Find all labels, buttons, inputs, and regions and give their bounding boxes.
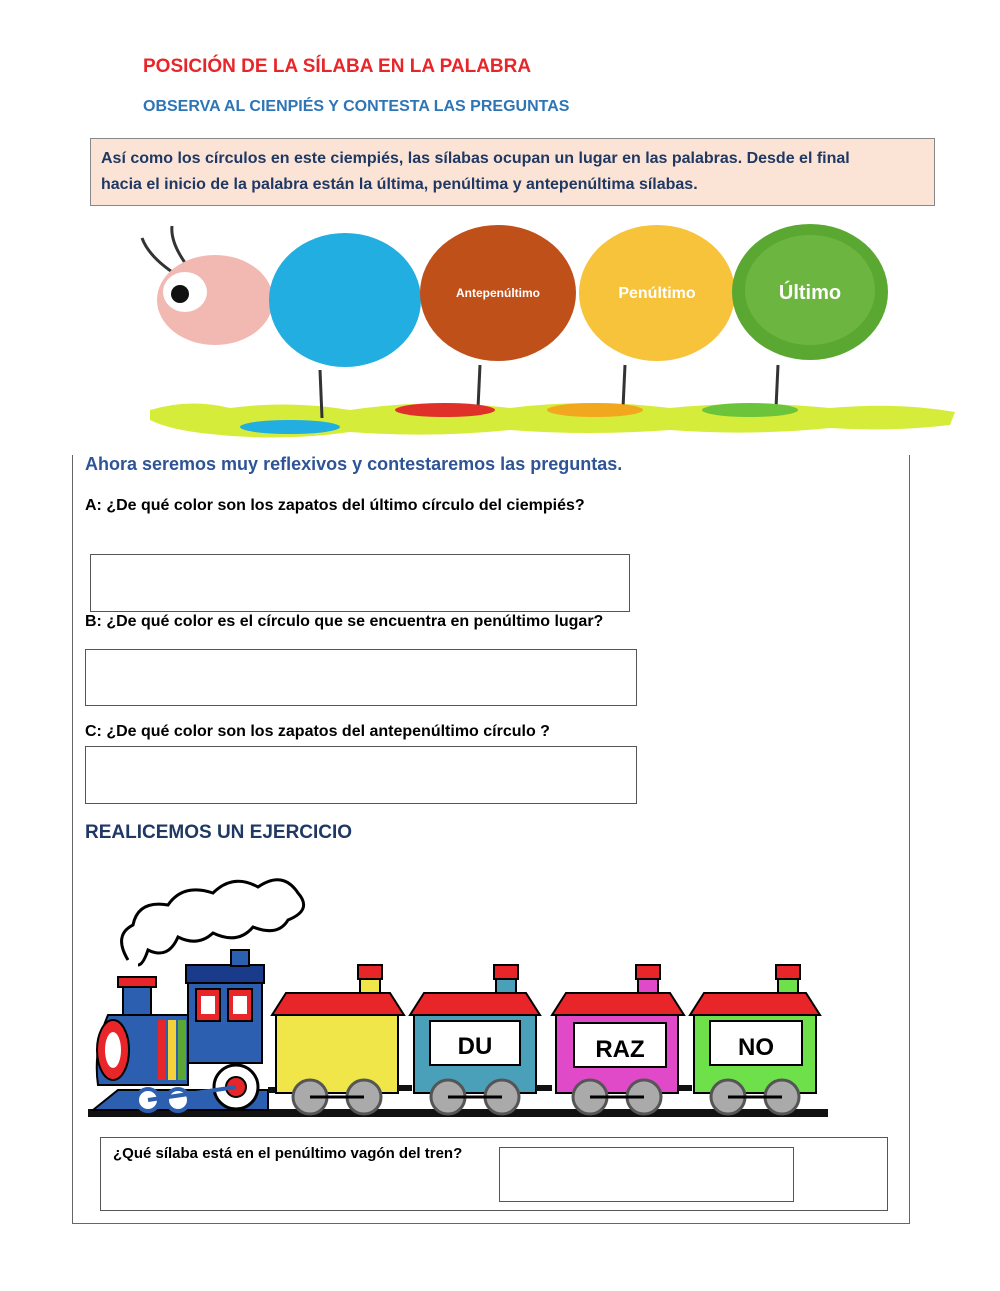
exercise-heading: REALICEMOS UN EJERCICIO (85, 822, 353, 843)
final-answer-input[interactable] (499, 1147, 794, 1202)
leg-1 (320, 370, 322, 418)
loco-cab-roof (186, 965, 264, 983)
loco-wheel-2 (167, 1089, 189, 1111)
caterpillar-illustration (130, 220, 960, 450)
leg-4 (776, 365, 778, 408)
page-subtitle: OBSERVA AL CIENPIÉS Y CONTESTA LAS PREGUNTAS (143, 98, 570, 115)
label-antepenultimo: Antepenúltimo (456, 286, 540, 300)
answer-b-input[interactable] (85, 649, 637, 706)
wagon-teal-roof (410, 993, 540, 1015)
question-b: B: ¿De qué color es el círculo que se encuentra en penúltimo lugar? (85, 613, 604, 630)
answer-a-input[interactable] (90, 554, 630, 612)
wagon-label-2: RAZ (595, 1036, 645, 1063)
question-a: A: ¿De qué color son los zapatos del último círculo del ciempiés? (85, 497, 585, 514)
wagon-yellow (276, 1015, 398, 1093)
shoe-orange (547, 403, 643, 417)
final-question: ¿Qué sílaba está en el penúltimo vagón del tren? (113, 1145, 463, 1162)
answer-c-input[interactable] (85, 746, 637, 804)
shoe-blue (240, 420, 340, 434)
intro-line-1: Así como los círculos en este ciempiés, las sílabas ocupan un lugar en las palabras. Desde el final (101, 150, 850, 167)
leg-2 (478, 365, 480, 408)
leg-3 (623, 365, 625, 408)
wagon-magenta-roof (552, 993, 684, 1015)
intro-line-2: hacia el inicio de la palabra están la última, penúltima y antepenúltima sílabas. (101, 176, 698, 193)
body-circle-1 (269, 233, 421, 367)
smoke-cloud (122, 880, 304, 965)
shoe-green (702, 403, 798, 417)
train-illustration (88, 865, 838, 1130)
page-title: POSICIÓN DE LA SÍLABA EN LA PALABRA (143, 56, 532, 77)
wagon-label-3: NO (738, 1034, 774, 1061)
wagon-green-roof (690, 993, 820, 1015)
intro-box (90, 138, 935, 206)
label-penultimo: Penúltimo (618, 285, 696, 302)
eye-pupil (171, 285, 189, 303)
question-c: C: ¿De qué color son los zapatos del antepenúltimo círculo ? (85, 723, 550, 740)
questions-heading: Ahora seremos muy reflexivos y contestaremos las preguntas. (85, 454, 623, 474)
wagon-yellow-roof (272, 993, 404, 1015)
label-ultimo: Último (778, 282, 842, 304)
wagon-label-1: DU (457, 1033, 493, 1060)
shoe-red (395, 403, 495, 417)
